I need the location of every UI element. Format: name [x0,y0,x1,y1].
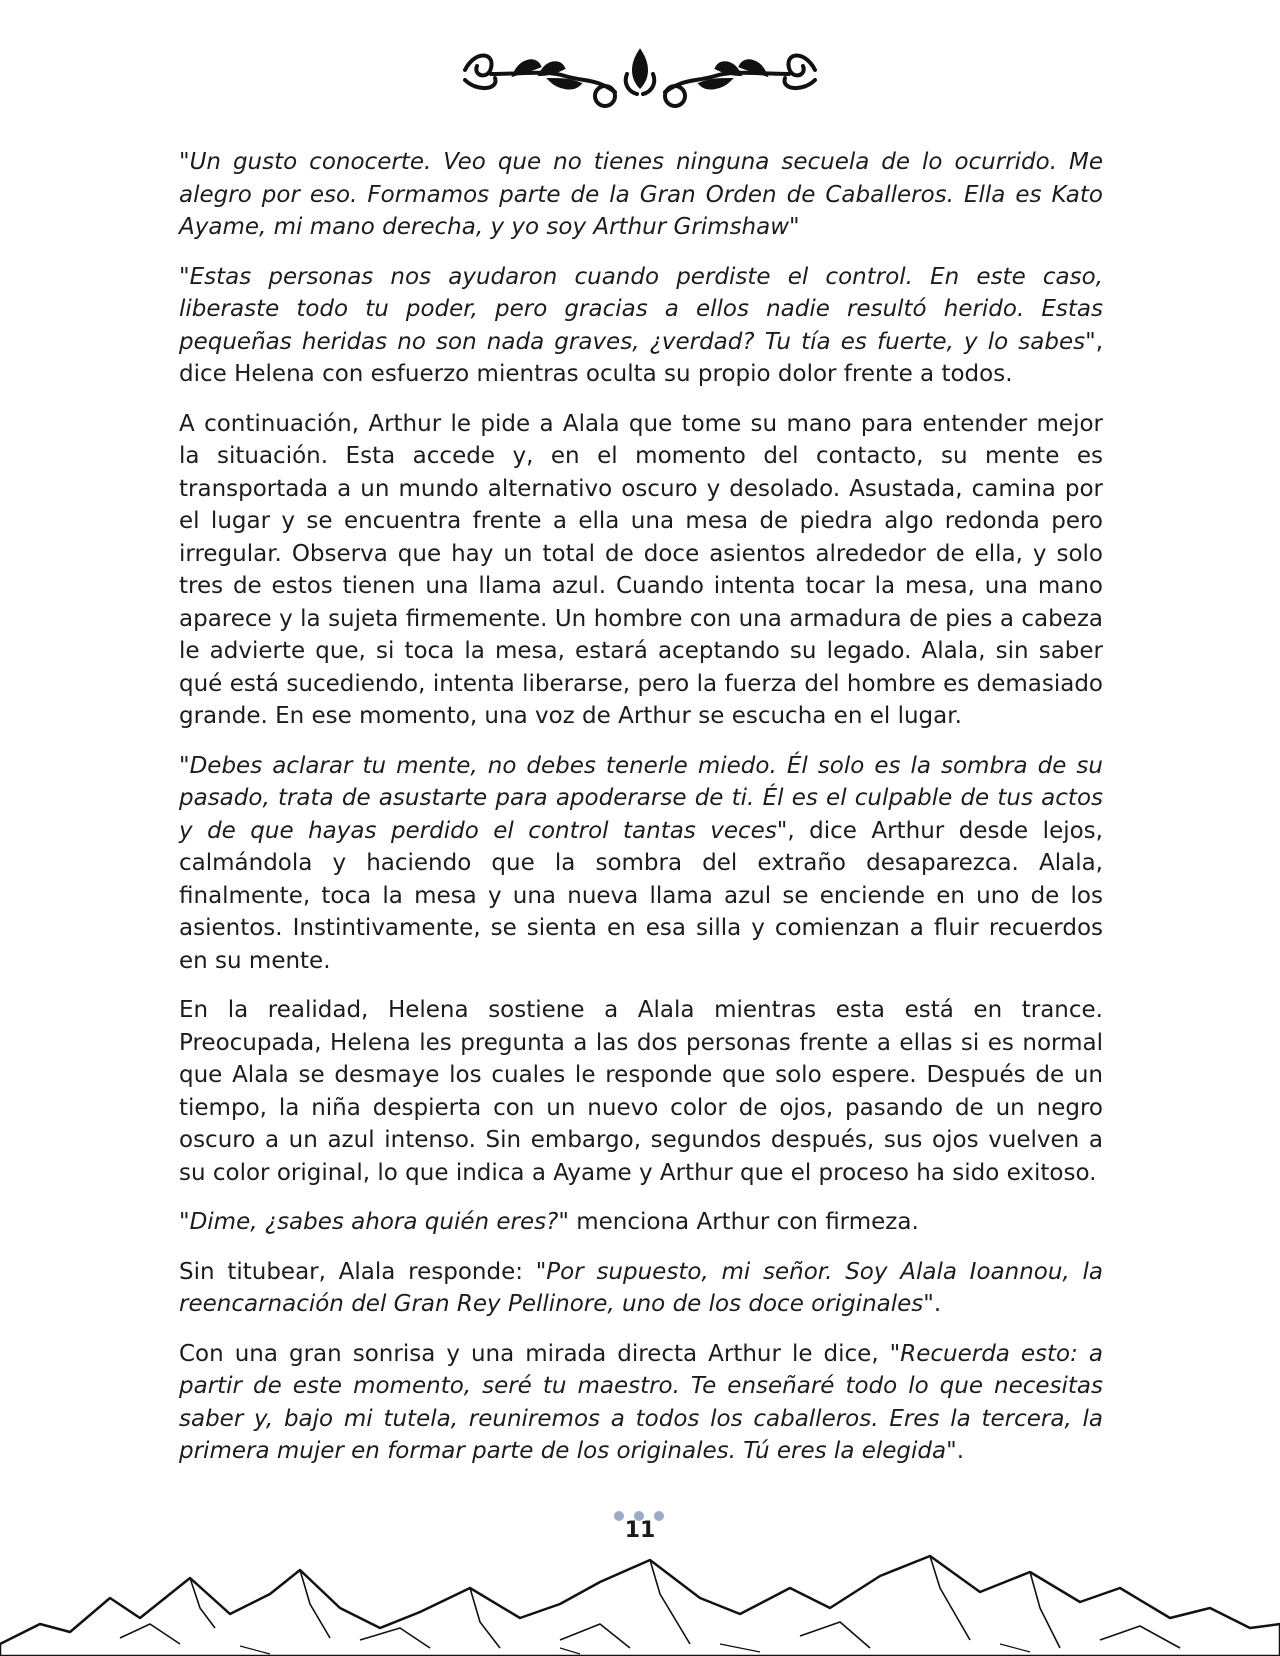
paragraph-8 [179,1338,1103,1468]
narration: menciona Arthur con firmeza. [568,1209,919,1235]
dialogue: "Debes aclarar tu mente, no debes tenerle miedo. Él solo es la sombra de su pasado, trata de asustarte para apoderarse de ti. Él es el culpable de tus actos y de que hayas perdido el control tantas veces" [179,752,1103,844]
paragraph-3: A continuación, Arthur le pide a Alala que tome su mano para entender mejor la situación. Esta accede y, en el momento del contacto, su mente es transportada a un mundo alternativo oscuro y desolado. Asustada, camina por el lugar y se encuentra frente a ella una mesa de piedra algo redonda pero irregular. Observa que hay un total de doce asientos alrededor de ella, y solo tres de estos tienen una llama azul. Cuando intenta tocar la mesa, una mano aparece y la sujeta firmemente. Un hombre con una armadura de pies a cabeza le advierte que, si toca la mesa, estará aceptando su legado. Alala, sin saber qué está sucediendo, intenta liberarse, pero la fuerza del hombre es demasiado grande. En ese momento, una voz de Arthur se escucha en el lugar. [179,410,1103,729]
narration: Sin titubear, Alala responde: [179,1258,536,1285]
dialogue: "Recuerda esto: a partir de este momento, seré tu maestro. Te enseñaré todo lo que necesitas saber y, bajo mi tutela, reuniremos a todos los caballeros. Eres la tercera, la primera mujer en formar parte de los originales. Tú eres la elegida" [179,1340,1103,1464]
ornament-icon [455,40,825,112]
dialogue: "Un gusto conocerte. Veo que no tienes ninguna secuela de lo ocurrido. Me alegro por eso. Formamos parte de la Gran Orden de Caballeros. Ella es Kato Ayame, mi mano derecha, y yo soy Arthur Grimshaw" [179,149,1103,240]
dialogue: "Por supuesto, mi señor. Soy Alala Ioannou, la reencarnación del Gran Rey Pellinore, uno de los doce originales" [179,1258,1103,1317]
paragraph-1 [179,146,1103,244]
paragraph-6 [179,1206,1103,1239]
narration: Con una gran sonrisa y una mirada directa Arthur le dice, [179,1340,890,1367]
narration: . [956,1438,964,1464]
dialogue: "Dime, ¿sabes ahora quién eres?" [179,1209,569,1235]
paragraph-7 [179,1256,1103,1321]
paragraph-4 [179,750,1103,978]
paragraph-2 [179,261,1103,391]
paragraph-5: En la realidad, Helena sostiene a Alala mientras esta está en trance. Preocupada, Helena les pregunta a las dos personas frente a ellas si es normal que Alala se desmaye los cuales le responde que solo espere. Después de un tiempo, la niña despierta con un nuevo color de ojos, pasando de un negro oscuro a un azul intenso. Sin embargo, segundos después, sus ojos vuelven a su color original, lo que indica a Ayame y Arthur que el proceso ha sido exitoso. [179,997,1103,1186]
narration: , dice Arthur desde lejos, calmándola y haciendo que la sombra del extraño desaparezca. Alala, finalmente, toca la mesa y una nueva llama azul se enciende en uno de los asientos. Instintivamente, se sienta en esa silla y comienzan a fluir recuerdos en su mente. [179,817,1103,974]
narration: , dice Helena con esfuerzo mientras oculta su propio dolor frente a todos. [179,328,1103,387]
narration: . [933,1291,942,1317]
page-number: 11 [624,1518,656,1543]
mountains-icon [0,1548,1280,1656]
body-text [179,146,1103,1485]
dialogue: "Estas personas nos ayudaron cuando perdiste el control. En este caso, liberaste todo tu poder, pero gracias a ellos nadie resultó herido. Estas pequeñas heridas no son nada graves, ¿verdad? Tu tía es fuerte, y lo sabes" [179,263,1103,355]
